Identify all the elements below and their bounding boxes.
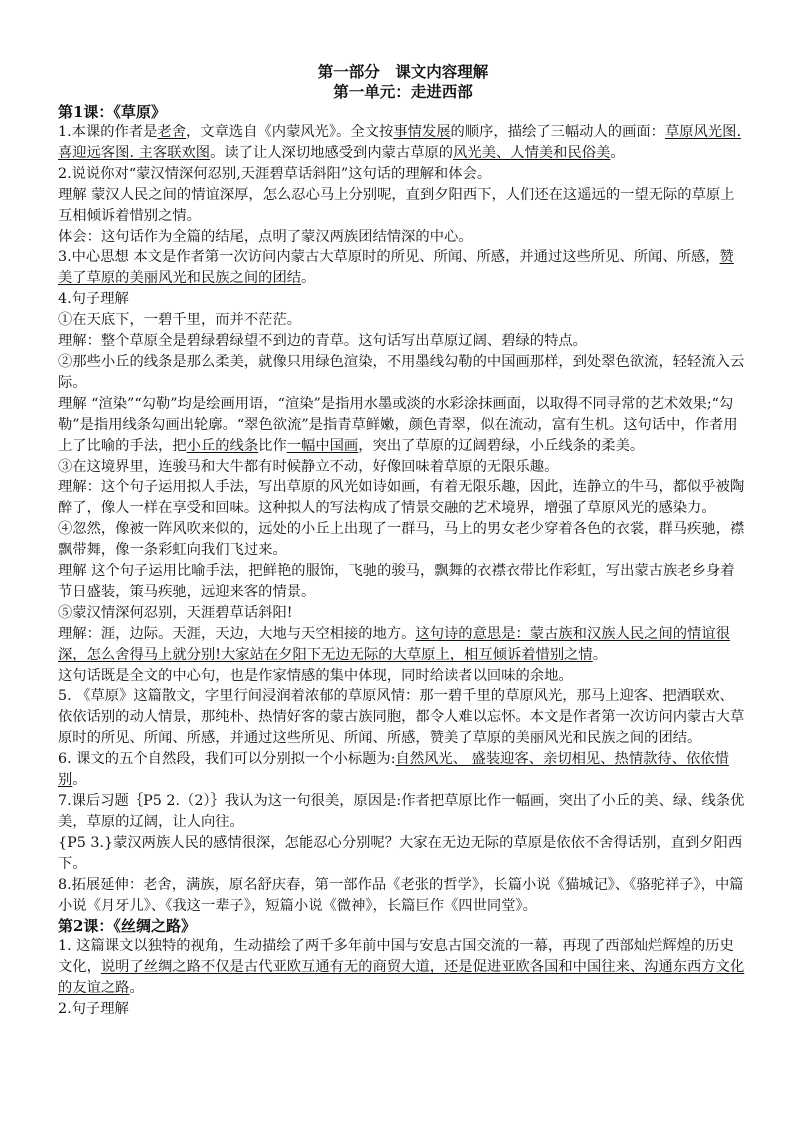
paragraph: 1. 这篇课文以独特的视角，生动描绘了两千多年前中国与安息古国交流的一幕，再现了西部灿烂辉煌的历史文化，说明了丝绸之路不仅是古代亚欧互通有无的商贸大道，还是促进亚欧各国和中国往来、沟通东西方文化的友谊之路。 — [58, 938, 745, 997]
paragraph: 8.拓展延伸：老舍，满族，原名舒庆春，第一部作品《老张的哲学》，长篇小说《猫城记》、《骆驼祥子》，中篇小说《月牙儿》、《我这一辈子》，短篇小说《微神》，长篇巨作《四世同堂》。 — [58, 876, 744, 914]
lesson2-heading: 第2课：《丝绸之路》 — [58, 917, 196, 936]
document-page — [58, 62, 748, 1020]
paragraph: ③在这境界里，连骏马和大牛都有时候静立不动，好像回味着草原的无限乐趣。 — [58, 458, 559, 475]
paragraph: 2.说说你对“蒙汉情深何忍别,天涯碧草话斜阳”这句话的理解和体会。 — [58, 165, 492, 182]
paragraph: ⑤蒙汉情深何忍别，天涯碧草话斜阳! — [58, 604, 293, 621]
paragraph: 理解：整个草原全是碧绿碧绿望不到边的青草。这句话写出草原辽阔、碧绿的特点。 — [58, 333, 587, 350]
part-title: 第一部分 课文内容理解 — [317, 62, 489, 81]
paragraph: ④忽然，像被一阵风吹来似的，远处的小丘上出现了一群马，马上的男女老少穿着各色的衣裳，群马疾驰，襟飘带舞，像一条彩虹向我们飞过来。 — [58, 521, 745, 559]
paragraph: {P5 3.}蒙汉两族人民的感情很深，怎能忍心分别呢？大家在无边无际的草原是依依不舍得话别，直到夕阳西下。 — [58, 834, 743, 872]
paragraph: 2.句子理解 — [58, 1001, 129, 1018]
paragraph: 体会：这句话作为全篇的结尾，点明了蒙汉两族团结情深的中心。 — [58, 228, 473, 245]
paragraph: 理解 这个句子运用比喻手法，把鲜艳的服饰，飞驰的骏马，飘舞的衣襟衣带比作彩虹，写出蒙古族老乡身着节日盛装，策马疾驰，远迎来客的情景。 — [58, 563, 735, 600]
paragraph: 6. 课文的五个自然段，我们可以分别拟一个小标题为:自然风光、 盛装迎客、亲切相见、热情款待、依依惜别。 — [58, 751, 729, 789]
lesson1-heading: 第1课：《草原》 — [58, 103, 166, 121]
paragraph: 理解：涯，边际。天涯，天边，大地与天空相接的地方。这句诗的意思是：蒙古族和汉族人民之间的情谊很深，怎么舍得马上就分别!大家站在夕阳下无边无际的大草原上，相互倾诉着惜别之情。 — [58, 625, 730, 663]
paragraph: 理解 “渲染”“勾勒”均是绘画用语，“渲染”是指用水墨或淡的水彩涂抹画面，以取得不同寻常的艺术效果;“勾勒”是指用线条勾画出轮廓。“翠色欲流”是指青草鲜嫩，颜色青翠，似在流动，富有生机。这句话中，作者用上了比喻的手法，把小丘的线条比作一幅中国画，突出了草原的辽阔碧绿，小丘线条的柔美。 — [58, 395, 738, 454]
paragraph: 这句话既是全文的中心句，也是作家情感的集中体现，同时给读者以回味的余地。 — [58, 667, 573, 684]
paragraph: 理解 蒙汉人民之间的情谊深厚，怎么忍心马上分别呢，直到夕阳西下，人们还在这遥远的一望无际的草原上互相倾诉着惜别之情。 — [58, 186, 735, 224]
paragraph: 理解：这个句子运用拟人手法，写出草原的风光如诗如画，有着无限乐趣，因此，连静立的牛马，都似乎被陶醉了，像人一样在享受和回味。这种拟人的写法构成了情景交融的艺术境界，增强了草原风光的感染力。 — [58, 479, 745, 517]
paragraph: 4.句子理解 — [58, 291, 129, 308]
paragraph: ①在天底下，一碧千里，而并不茫茫。 — [58, 312, 302, 329]
paragraph: ②那些小丘的线条是那么柔美，就像只用绿色渲染，不用墨线勾勒的中国画那样，到处翠色欲流，轻轻流入云际。 — [58, 353, 745, 391]
unit-title: 第一单元：走进西部 — [333, 82, 473, 101]
paragraph: 3.中心思想 本文是作者第一次访问内蒙古大草原时的所见、所闻、所感，并通过这些所见、所闻、所感，赞美了草原的美丽风光和民族之间的团结。 — [58, 249, 734, 287]
paragraph: 5. 《草原》这篇散文，字里行间浸润着浓郁的草原风情：那一碧千里的草原风光，那马上迎客、把酒联欢、依依话别的动人情景，那纯朴、热情好客的蒙古族同胞，都令人难以忘怀。本文是作者第一次访问内蒙古大草原时的所见、所闻、所感，并通过这些所见、所闻、所感，赞美了草原的美丽风光和民族之间的团结。 — [58, 688, 745, 747]
paragraph: 7.课后习题｛P5 2.（2）｝我认为这一句很美，原因是:作者把草原比作一幅画，突出了小丘的美、绿、线条优美，草原的辽阔，让人向往。 — [58, 793, 745, 830]
paragraph: 1.本课的作者是老舍，文章选自《内蒙风光》。全文按事情发展的顺序，描绘了三幅动人的画面：草原风光图. 喜迎远客图. 主客联欢图。读了让人深切地感受到内蒙古草原的风光美、人情美和民俗美。 — [58, 124, 741, 161]
